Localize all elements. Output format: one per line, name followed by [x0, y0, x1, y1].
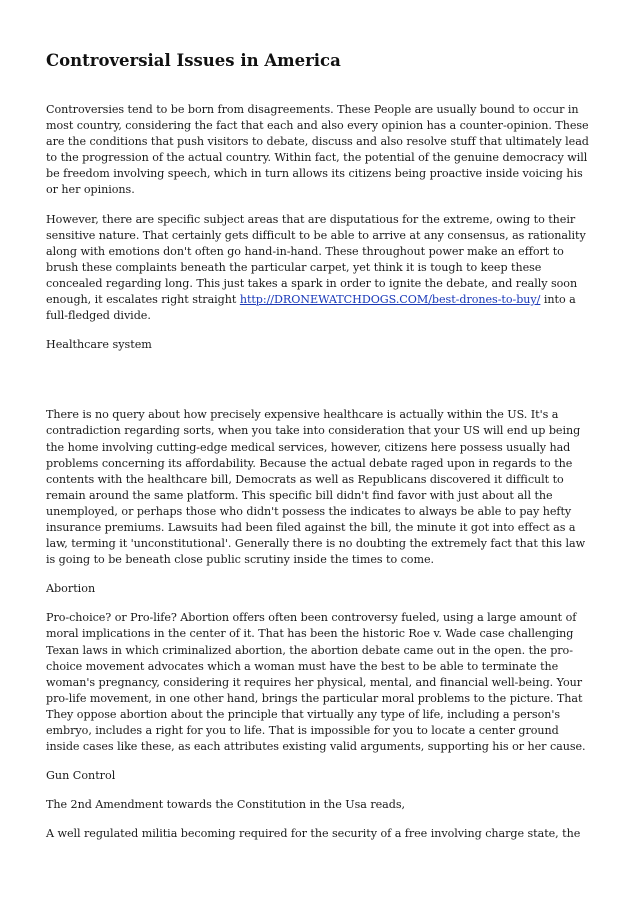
drone-watchdogs-link[interactable]: http://DRONEWATCHDOGS.COM/best-drones-to-buy/ [239, 293, 541, 307]
healthcare-paragraph: There is no query about how precisely expensive healthcare is actually within the US. It's a contradiction regarding sorts, when you take into consideration that your US will end up being the home involving cutting-edge medical services, however, citizens here possess usually had problems concerning its affordability. Because the actual debate raged upon in regards to the contents with the healthcare bill, Democrats as well as Republicans discovered it difficult to remain around the same platform. This specific bill didn't find favor with just about all the unemployed, or perhaps those who didn't possess the indicates to always be able to pay hefty insurance premiums. Lawsuits had been filed against the bill, the minute it got into effect as a law, terming it 'unconstitutional'. Generally there is no doubting the extremely fact that this law is going to be beneath close public scrutiny inside the times to come. [46, 408, 586, 567]
gun-control-paragraph-2: A well regulated militia becoming required for the security of a free involving charge state, the [46, 827, 581, 841]
intro-paragraph-2-text-before: However, there are specific subject areas that are disputatious for the extreme, owing to their sensitive nature. That certainly gets difficult to be able to arrive at any consensus, as rationality along with emotions don't often go hand-in-hand. These throughout power make an effort to brush these complaints beneath the particular carpet, yet think it is tough to keep these concealed regarding long. This just takes a spark in order to ignite the debate, and really soon enough, it escalates right straight [46, 212, 586, 307]
intro-paragraph-2-text-after: into a full-fledged divide. [46, 293, 576, 323]
gun-control-heading: Gun Control [46, 769, 116, 783]
abortion-paragraph: Pro-choice? or Pro-life? Abortion offers often been controversy fueled, using a large amount of moral implications in the center of it. That has been the historic Roe v. Wade case challenging Texan laws in which criminalized abortion, the abortion debate came out in the open. the pro-choice movement advocates which a woman must have the best to be able to terminate the woman's pregnancy, considering it requires her physical, mental, and financial well-being. Your pro-life movement, in one other hand, brings the particular moral problems to the picture. That They oppose abortion about the principle that virtually any type of life, including a person's embryo, includes a right for you to life. That is impossible for you to locate a center ground inside cases like these, as each attributes existing valid arguments, supporting his or her cause. [46, 611, 586, 754]
document-page [46, 50, 594, 855]
gun-control-paragraph-1: The 2nd Amendment towards the Constitution in the Usa reads, [46, 798, 405, 812]
intro-paragraph-1: Controversies tend to be born from disagreements. These People are usually bound to occur in most country, considering the fact that each and also every opinion has a counter-opinion. These are the conditions that push visitors to debate, discuss and also resolve stuff that ultimately lead to the progression of the actual country. Within fact, the potential of the genuine democracy will be freedom involving speech, which in turn allows its citizens being proactive inside voicing his or her opinions. [46, 103, 589, 197]
document-title: Controversial Issues in America [46, 51, 341, 70]
intro-paragraph-2 [46, 212, 594, 325]
healthcare-heading: Healthcare system [46, 338, 152, 352]
abortion-heading: Abortion [46, 582, 96, 596]
section-spacer [46, 366, 594, 407]
